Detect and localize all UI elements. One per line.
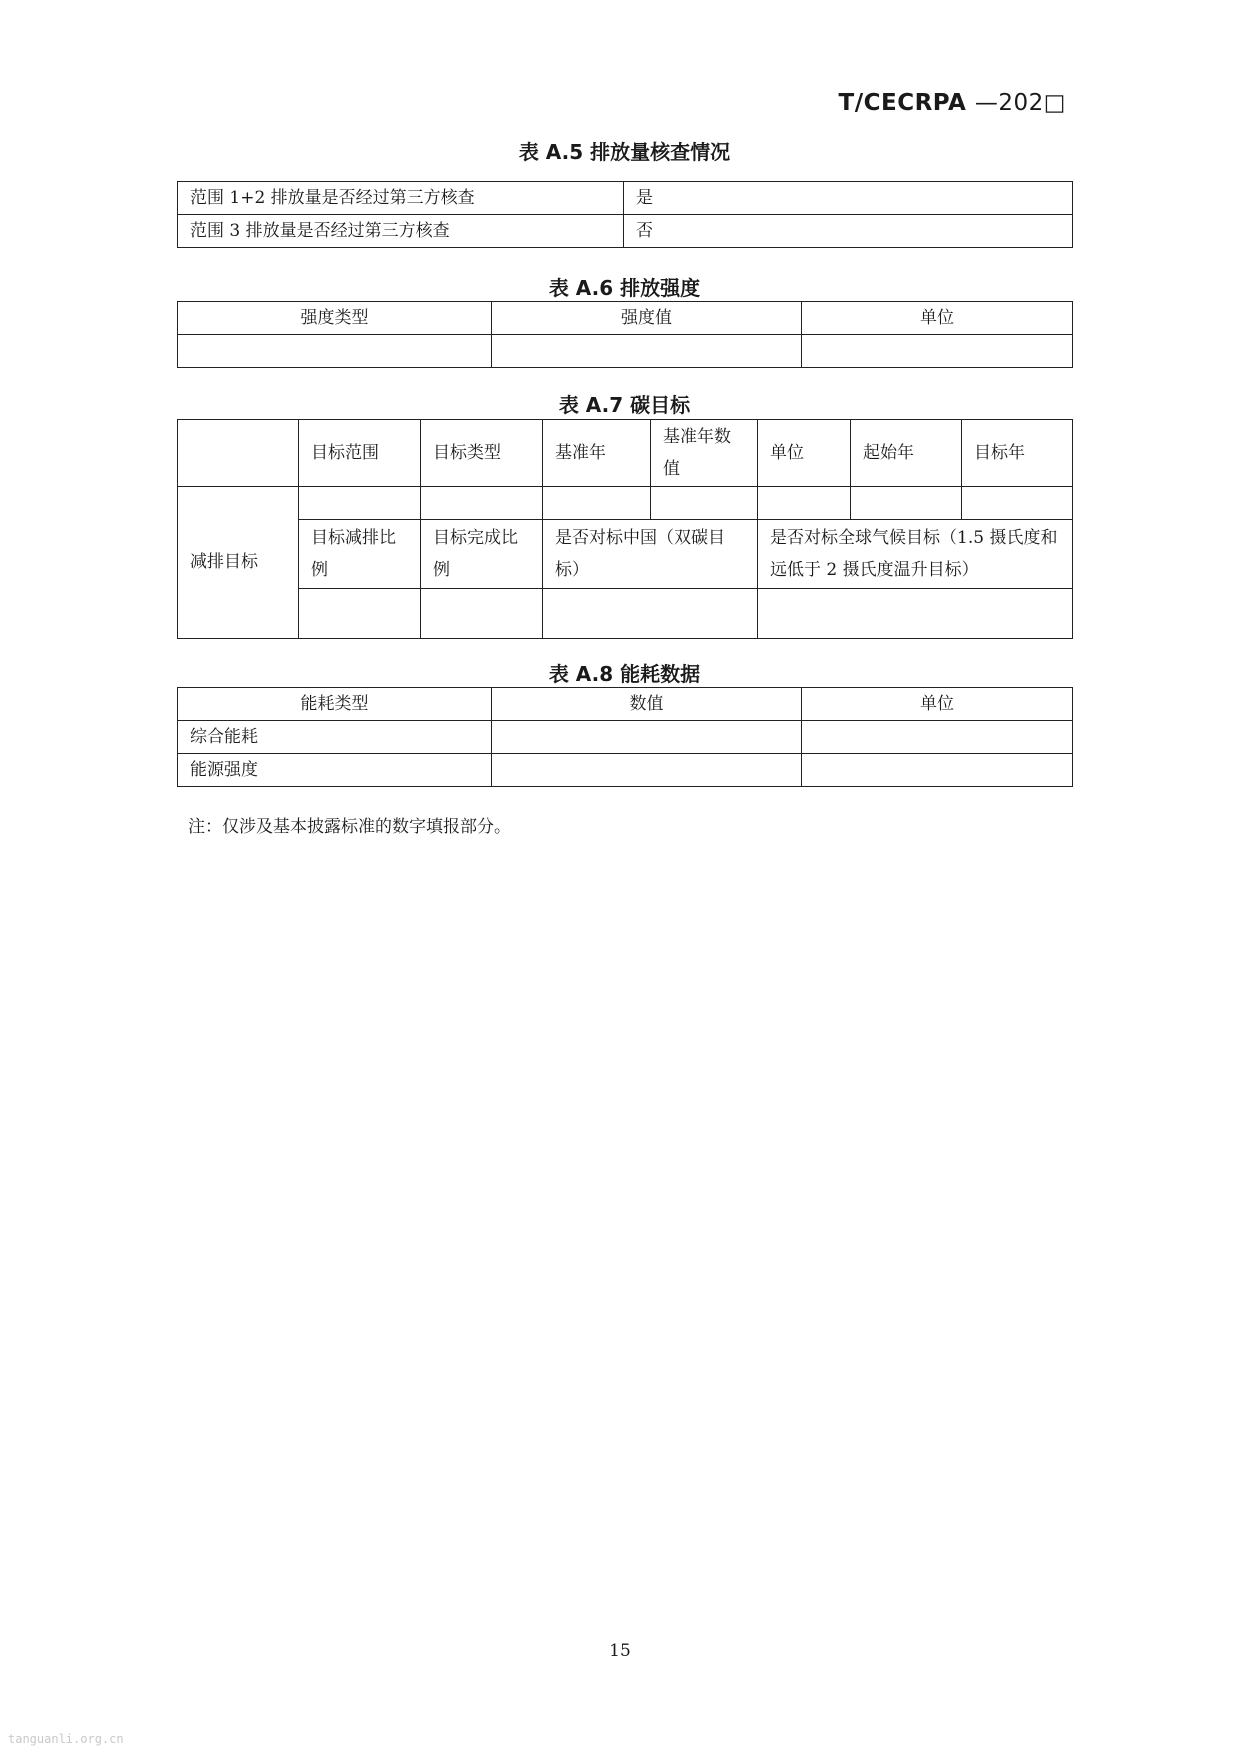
table-cell — [492, 335, 802, 368]
table-note: 注：仅涉及基本披露标准的数字填报部分。 — [188, 817, 511, 837]
table-cell — [651, 487, 758, 520]
table-cell: 否 — [624, 215, 1073, 248]
table-cell — [802, 335, 1073, 368]
header-cell: 目标完成比例 — [421, 520, 543, 589]
header-cell: 目标年 — [962, 420, 1073, 487]
table-cell — [758, 487, 851, 520]
table-cell: 综合能耗 — [178, 721, 492, 754]
header-cell: 目标类型 — [421, 420, 543, 487]
table-cell: 范围 1+2 排放量是否经过第三方核查 — [178, 182, 624, 215]
header-cell: 目标范围 — [299, 420, 421, 487]
document-header — [839, 90, 1066, 116]
table-a7-caption: 表 A.7 碳目标 — [558, 393, 691, 417]
table-cell — [299, 487, 421, 520]
table-cell — [802, 721, 1073, 754]
table-cell: 范围 3 排放量是否经过第三方核查 — [178, 215, 624, 248]
table-a6 — [177, 301, 1073, 368]
table-cell — [178, 420, 299, 487]
table-row — [178, 754, 1073, 787]
table-row — [178, 335, 1073, 368]
table-cell — [962, 487, 1073, 520]
table-cell — [851, 487, 962, 520]
table-cell: 是 — [624, 182, 1073, 215]
table-cell — [299, 589, 421, 639]
table-cell — [492, 721, 802, 754]
table-cell — [543, 589, 758, 639]
table-cell — [492, 754, 802, 787]
header-cell: 起始年 — [851, 420, 962, 487]
header-cell: 数值 — [492, 688, 802, 721]
table-subheader-row — [178, 520, 1073, 589]
header-cell: 基准年 — [543, 420, 651, 487]
table-a8-caption: 表 A.8 能耗数据 — [548, 662, 701, 686]
table-a5-caption: 表 A.5 排放量核查情况 — [518, 140, 731, 164]
header-cell: 强度值 — [492, 302, 802, 335]
header-cell: 单位 — [802, 688, 1073, 721]
header-cell: 是否对标中国（双碳目标） — [543, 520, 758, 589]
table-cell — [421, 487, 543, 520]
table-row — [178, 487, 1073, 520]
header-cell: 目标减排比例 — [299, 520, 421, 589]
header-cell: 单位 — [802, 302, 1073, 335]
table-row — [178, 721, 1073, 754]
header-cell: 强度类型 — [178, 302, 492, 335]
table-a8 — [177, 687, 1073, 787]
standard-code: T/CECRPA — [838, 90, 967, 116]
table-a6-caption: 表 A.6 排放强度 — [548, 276, 701, 300]
table-cell: 能源强度 — [178, 754, 492, 787]
header-cell: 能耗类型 — [178, 688, 492, 721]
header-cell: 单位 — [758, 420, 851, 487]
row-label: 减排目标 — [178, 487, 299, 639]
page-number: 15 — [609, 1641, 631, 1661]
table-cell — [421, 589, 543, 639]
table-row — [178, 215, 1073, 248]
table-row — [178, 589, 1073, 639]
table-a7 — [177, 419, 1073, 639]
standard-year: —202□ — [974, 90, 1066, 116]
table-header-row — [178, 302, 1073, 335]
table-cell — [758, 589, 1073, 639]
table-a5 — [177, 181, 1073, 248]
table-row — [178, 182, 1073, 215]
table-header-row — [178, 688, 1073, 721]
table-cell — [178, 335, 492, 368]
table-header-row — [178, 420, 1073, 487]
table-cell — [802, 754, 1073, 787]
header-cell: 基准年数值 — [651, 420, 758, 487]
watermark: tanguanli.org.cn — [8, 1732, 124, 1746]
table-cell — [543, 487, 651, 520]
header-cell: 是否对标全球气候目标（1.5 摄氏度和远低于 2 摄氏度温升目标） — [758, 520, 1073, 589]
